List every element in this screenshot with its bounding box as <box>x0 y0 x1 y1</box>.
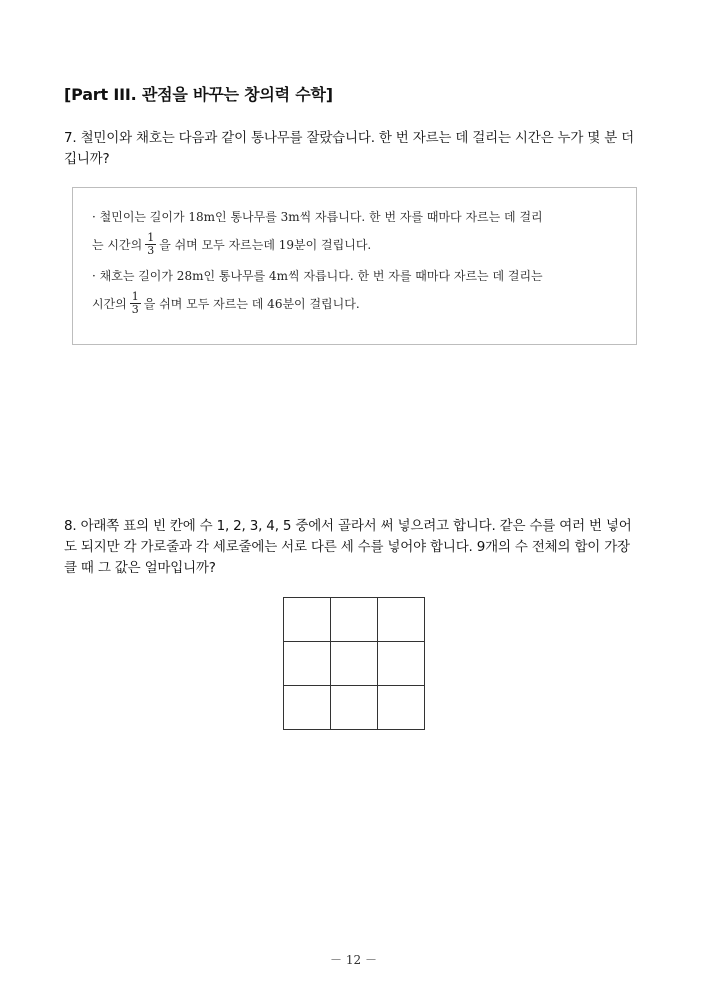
grid-cell[interactable] <box>378 598 425 642</box>
question-7-info-box <box>72 187 637 345</box>
grid-cell[interactable] <box>284 598 331 642</box>
page-number: － 12 － <box>330 953 377 967</box>
grid-cell[interactable] <box>284 642 331 686</box>
grid-cell[interactable] <box>378 642 425 686</box>
info-line-4-after: 을 쉬며 모두 자르는 데 46분이 걸립니다. <box>143 297 360 311</box>
grid-row <box>284 642 425 686</box>
info-line-4 <box>92 291 616 316</box>
info-line-4-before: 시간의 <box>92 297 127 311</box>
question-7-text: 7. 철민이와 채호는 다음과 같이 통나무를 잘랐습니다. 한 번 자르는 데 걸리는 시간은 누가 몇 분 더 깁니까? <box>64 130 634 167</box>
fraction-numerator: 1 <box>131 290 139 303</box>
fraction-denominator: 3 <box>147 244 155 257</box>
info-line-1: · 철민이는 길이가 18m인 통나무를 3m씩 자릅니다. 한 번 자를 때마다 자르는 데 걸리 <box>92 210 543 224</box>
number-grid <box>283 597 425 730</box>
fraction-denominator: 3 <box>131 303 139 316</box>
info-line-2-after: 을 쉬며 모두 자르는데 19분이 걸립니다. <box>159 238 372 252</box>
grid-cell[interactable] <box>331 686 378 730</box>
info-line-2-before: 는 시간의 <box>92 238 143 252</box>
grid-cell[interactable] <box>284 686 331 730</box>
question-8-text: 8. 아래쪽 표의 빈 칸에 수 1, 2, 3, 4, 5 중에서 골라서 써 넣으려고 합니다. 같은 수를 여러 번 넣어도 되지만 각 가로줄과 각 세로줄에는 서로 다른 세 수를 넣어야 합니다. 9개의 수 전체의 합이 가장 클 때 그 값은 얼마입니까? <box>64 518 632 576</box>
grid-cell[interactable] <box>331 642 378 686</box>
grid-cell[interactable] <box>331 598 378 642</box>
grid-cell[interactable] <box>378 686 425 730</box>
section-title: [Part III. 관점을 바꾸는 창의력 수학] <box>64 85 333 104</box>
info-line-3: · 채호는 길이가 28m인 통나무를 4m씩 자릅니다. 한 번 자를 때마다 자르는 데 걸리는 <box>92 269 543 283</box>
fraction-one-third <box>145 232 156 257</box>
fraction-one-third <box>130 291 141 316</box>
fraction-numerator: 1 <box>147 231 155 244</box>
grid-row <box>284 598 425 642</box>
info-line-2 <box>92 232 616 257</box>
grid-row <box>284 686 425 730</box>
